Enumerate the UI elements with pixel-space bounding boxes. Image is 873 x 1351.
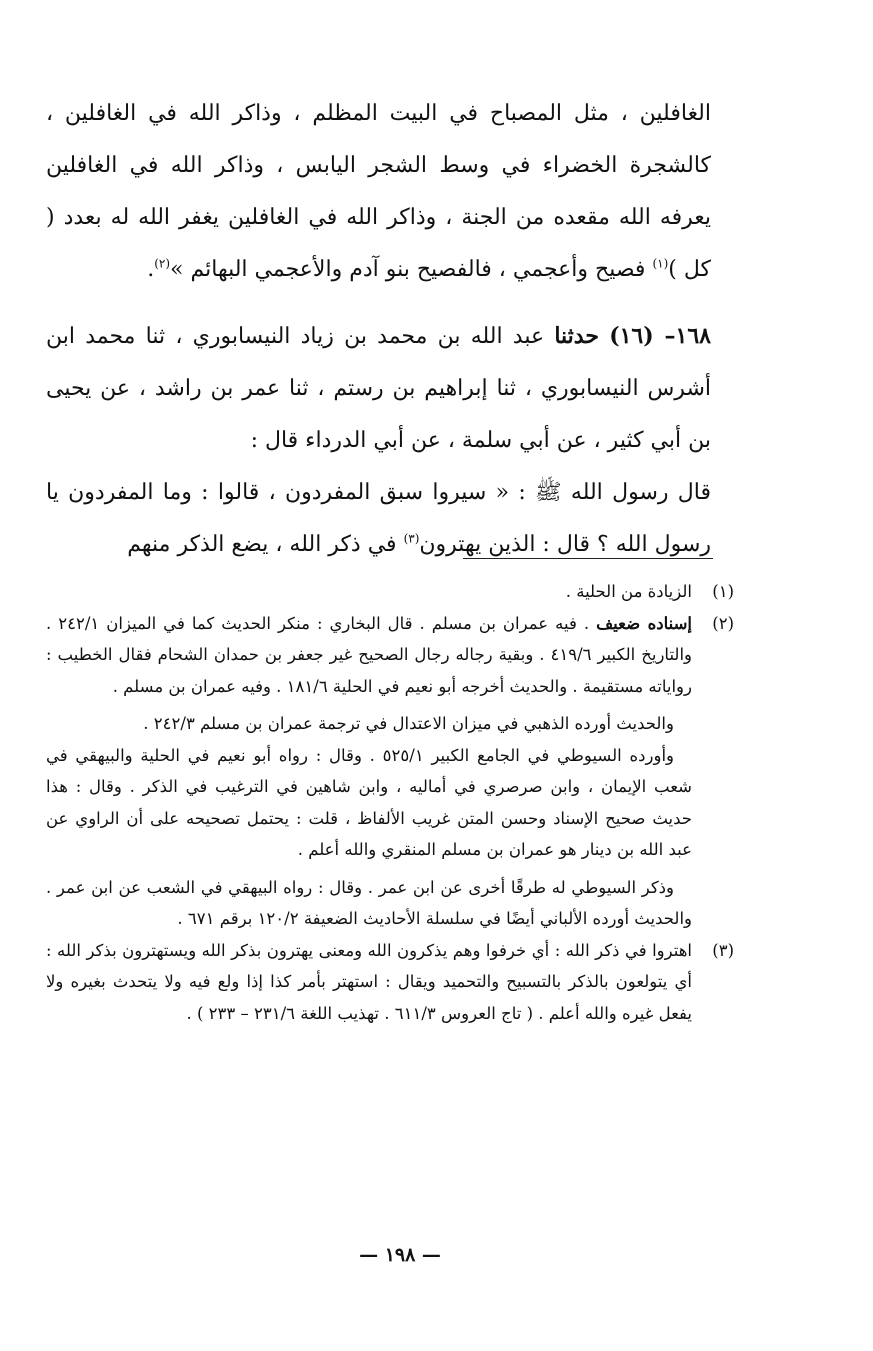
footnotes <box>46 576 734 1029</box>
footnote-2 <box>46 608 734 935</box>
footnote-paragraph <box>46 608 692 703</box>
hadith-number: ١٦٨– (١٦) <box>609 323 711 349</box>
hadith-matn-paragraph <box>46 467 711 571</box>
footnote-ref-2: (٢) <box>154 256 171 271</box>
para1-text: الغافلين ، مثل المصباح في البيت المظلم ، وذاكر الله في الغافلين ، كالشجرة الخضراء في وسط الشجر اليابس ، وذاكر الله في الغافلين يعرفه الله مقعده من الجنة ، وذاكر الله في الغافلين يغفر الله له بعدد ( كل ) <box>46 101 711 282</box>
footnote-text: الزيادة من الحلية . <box>565 582 692 601</box>
footnote-lead: إسناده ضعيف <box>596 613 692 633</box>
paragraph-continuation <box>46 88 711 296</box>
footnote-body <box>46 608 692 935</box>
footnote-paragraph: والحديث أورده الذهبي في ميزان الاعتدال في ترجمة عمران بن مسلم ٢٤٢/٣ . <box>143 714 674 733</box>
footnote-body <box>46 935 692 1030</box>
para1-end: . <box>147 257 155 282</box>
matn-text: قال رسول الله ﷺ : « سيروا سبق المفردون ، قالوا : وما المفردون يا رسول الله ؟ قال : الذين يهترون <box>46 480 711 557</box>
matn-cont-text: في ذكر الله ، يضع الذكر منهم <box>127 532 404 557</box>
para1-cont-text: فصيح وأعجمي ، فالفصيح بنو آدم والأعجمي البهائم » <box>170 257 653 282</box>
page-number: — ١٩٨ — <box>359 1244 441 1266</box>
isnad-text: عبد الله بن محمد بن زياد النيسابوري ، ثنا محمد ابن أشرس النيسابوري ، ثنا إبراهيم بن رستم ، ثنا عمر بن راشد ، عن يحيى بن أبي كثير ، عن أبي سلمة ، عن أبي الدرداء قال : <box>46 324 711 453</box>
footnote-ref-3: (٣) <box>403 531 420 546</box>
footnote-separator <box>463 558 713 559</box>
main-text <box>46 88 711 571</box>
footnote-ref-1: (١) <box>652 256 669 271</box>
footnote-text: اهتروا في ذكر الله : أي خرفوا وهم يذكرون الله ومعنى يهترون بذكر الله ويستهترون بذكر الله : أي يتولعون بالذكر بالتسبيح والتحميد ويقال : استهتر بأمر كذا إذا ولع فيه ولا يتحدث بغيره ولا يفعل غيره والله أعلم . ( تاج العروس ٦١١/٣ . تهذيب اللغة ٢٣١/٦ – ٢٣٣ ) . <box>46 940 692 1023</box>
footnote-body <box>46 576 692 608</box>
footnote-3 <box>46 935 734 1030</box>
footnote-1 <box>46 576 734 608</box>
footnote-paragraph: وذكر السيوطي له طرقًا أخرى عن ابن عمر . وقال : رواه البيهقي في الشعب عن ابن عمر . والحديث أورده الألباني أيضًا في سلسلة الأحاديث الضعيفة ١٢٠/٢ برقم ٦٧١ . <box>46 877 692 928</box>
footnote-number: (١) <box>712 582 734 601</box>
footnote-number: (٣) <box>712 940 734 960</box>
footnote-paragraph: وأورده السيوطي في الجامع الكبير ٥٢٥/١ . وقال : رواه أبو نعيم في الحلية والبيهقي في شعب الإيمان ، وابن صرصري في أماليه ، وابن شاهين في الترغيب في الذكر . وقال : هذا حديث صحيح الإسناد وحسن المتن غريب الألفاظ ، قلت : يحتمل تصحيحه على أن الراوي عن عبد الله بن دينار هو عمران بن مسلم المنقري والله أعلم . <box>46 745 692 859</box>
footnote-text: . فيه عمران بن مسلم . قال البخاري : منكر الحديث كما في الميزان ٢٤٢/١ . والتاريخ الكبير ٤١٩/٦ . وبقية رجاله رجال الصحيح غير جعفر بن حمدان الشحام فقال الخطيب : رواياته مستقيمة . والحديث أخرجه أبو نعيم في الحلية ١٨١/٦ . وفيه عمران بن مسلم . <box>46 613 692 696</box>
hadith-isnad-paragraph <box>46 310 711 467</box>
footnote-number: (٢) <box>712 613 734 633</box>
hadith-opening-word: حدثنا <box>554 323 599 349</box>
